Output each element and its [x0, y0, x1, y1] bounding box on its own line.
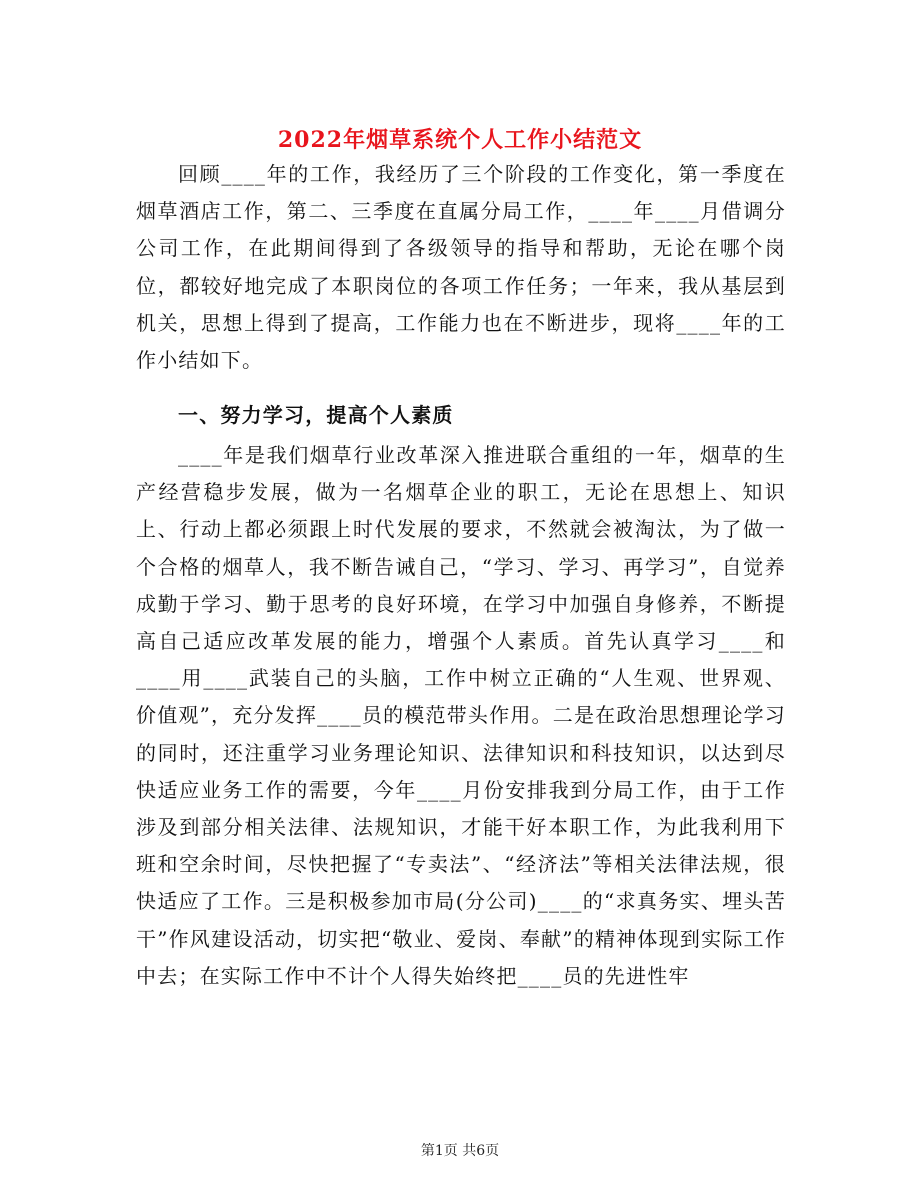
document-title: 2022年烟草系统个人工作小结范文	[277, 126, 643, 153]
intro-paragraph: 回顾____年的工作，我经历了三个阶段的工作变化，第一季度在烟草酒店工作，第二、三季度在直属分局工作，____年____月借调分公司工作，在此期间得到了各级领导的指导和帮助，无论在哪个岗位，都较好地完成了本职岗位的各项工作任务；一年来，我从基层到机关，思想上得到了提高，工作能力也在不断进步，现将____年的工作小结如下。	[136, 162, 786, 373]
page-indicator: 第1页 共6页	[420, 1143, 500, 1159]
section-paragraph: ____年是我们烟草行业改革深入推进联合重组的一年，烟草的生产经营稳步发展，做为一名烟草企业的职工，无论在思想上、知识上、行动上都必须跟上时代发展的要求，不然就会被淘汰，为了做一个合格的烟草人，我不断告诫自己，“学习、学习、再学习”，自觉养成勤于学习、勤于思考的良好环境，在学习中加强自身修养，不断提高自己适应改革发展的能力，增强个人素质。首先认真学习____和____用____武装自己的头脑，工作中树立正确的“人生观、世界观、价值观”，充分发挥____员的模范带头作用。二是在政治思想理论学习的同时，还注重学习业务理论知识、法律知识和科技知识，以达到尽快适应业务工作的需要，今年____月份安排我到分局工作，由于工作涉及到部分相关法律、法规知识，才能干好本职工作，为此我利用下班和空余时间，尽快把握了“专卖法”、“经济法”等相关法律法规，很快适应了工作。三是积极参加市局(分公司)____的“求真务实、埋头苦干”作风建设活动，切实把“敬业、爱岗、奉献”的精神体现到实际工作中去；在实际工作中不计个人得失始终把____员的先进性牢	[136, 443, 786, 988]
section-heading: 一、努力学习，提高个人素质	[178, 403, 454, 427]
